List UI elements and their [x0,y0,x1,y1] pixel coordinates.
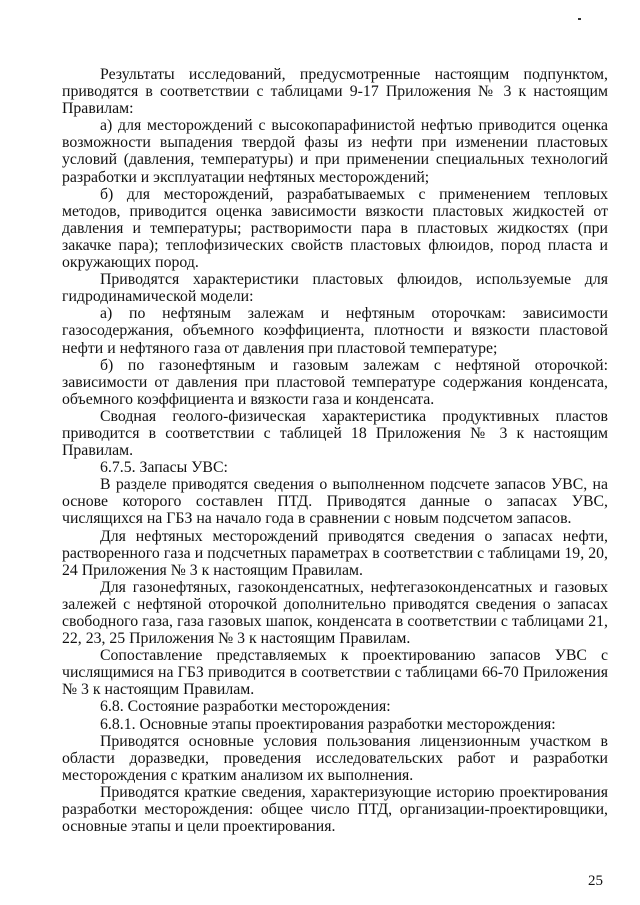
paragraph-item-b-thermal: б) для месторождений, разрабатываемых с применением тепловых методов, приводится оценка зависимости вязкости пластовых жидкостей от давления и температуры; растворимости пара в пластовых жидкостях (при закачке пара); теплофизических свойств пластовых флюидов, пород пласта и окружающих пород. [62,185,608,272]
paragraph-item-b-gas-oil-deposits: б) по газонефтяным и газовым залежам с нефтяной оторочкой: зависимости от давления при пластовой температуре содержания конденсата, объемного коэффициента и вязкости газа и конденсата. [62,356,608,408]
section-heading-6-8: 6.8. Состояние разработки месторождения: [100,698,391,716]
section-heading-6-7-5: 6.7.5. Запасы УВС: [100,459,228,477]
paragraph-item-a-paraffin: а) для месторождений с высокопарафинистой нефтью приводится оценка возможности выпадения твердой фазы из нефти при изменении пластовых условий (давления, температуры) и при применении специальных технологий разработки и эксплуатации нефтяных месторождений; [62,117,608,186]
paragraph-oil-fields: Для нефтяных месторождений приводятся сведения о запасах нефти, растворенного газа и подсчетных параметрах в соответствии с таблицами 19, 20, 24 Приложения № 3 к настоящим Правилам. [62,527,608,579]
paragraph-design-history: Приводятся краткие сведения, характеризующие историю проектирования разработки месторождения: общее число ПТД, организации-проектировщики, основные этапы и цели проектирования. [62,783,608,836]
document-body [62,66,608,835]
paragraph-reserves-calculation: В разделе приводятся сведения о выполненном подсчете запасов УВС, на основе которого составлен ПТД. Приводятся данные о запасах УВС, числящихся на ГБЗ на начало года в сравнении с новым подсчетом запасов. [62,476,608,528]
paragraph-summary-characteristics: Сводная геолого-физическая характеристика продуктивных пластов приводится в соответствии с таблицей 18 Приложения № 3 к настоящим Правилам. [62,407,608,460]
paragraph-gas-condensate-deposits: Для газонефтяных, газоконденсатных, нефтегазоконденсатных и газовых залежей с нефтяной оторочкой дополнительно приводятся сведения о запасах свободного газа, газа газовых шапок, конденсата в соответствии с таблицами 21, 22, 23, 25 Приложения № 3 к настоящим Правилам. [62,578,608,648]
paragraph-license-conditions: Приводятся основные условия пользования лицензионным участком в области доразведки, проведения исследовательских работ и разработки месторождения с кратким анализом их выполнения. [62,732,608,784]
paragraph-fluid-characteristics: Приводятся характеристики пластовых флюидов, используемые для гидродинамической модели: [62,271,608,306]
page-number: 25 [588,873,603,889]
section-heading-6-8-1: 6.8.1. Основные этапы проектирования разработки месторождения: [100,715,556,733]
scan-speck [578,18,581,20]
paragraph-results-intro: Результаты исследований, предусмотренные настоящим подпунктом, приводятся в соответствии с таблицами 9-17 Приложения № 3 к настоящим Правилам: [62,66,608,118]
paragraph-item-a-oil-deposits: а) по нефтяным залежам и нефтяным оторочкам: зависимости газосодержания, объемного коэффициента, плотности и вязкости пластовой нефти и нефтяного газа от давления при пластовой температуре; [62,305,608,357]
paragraph-reserves-comparison: Сопоставление представляемых к проектированию запасов УВС с числящимися на ГБЗ приводится в соответствии с таблицами 66-70 Приложения № 3 к настоящим Правилам. [62,647,608,699]
